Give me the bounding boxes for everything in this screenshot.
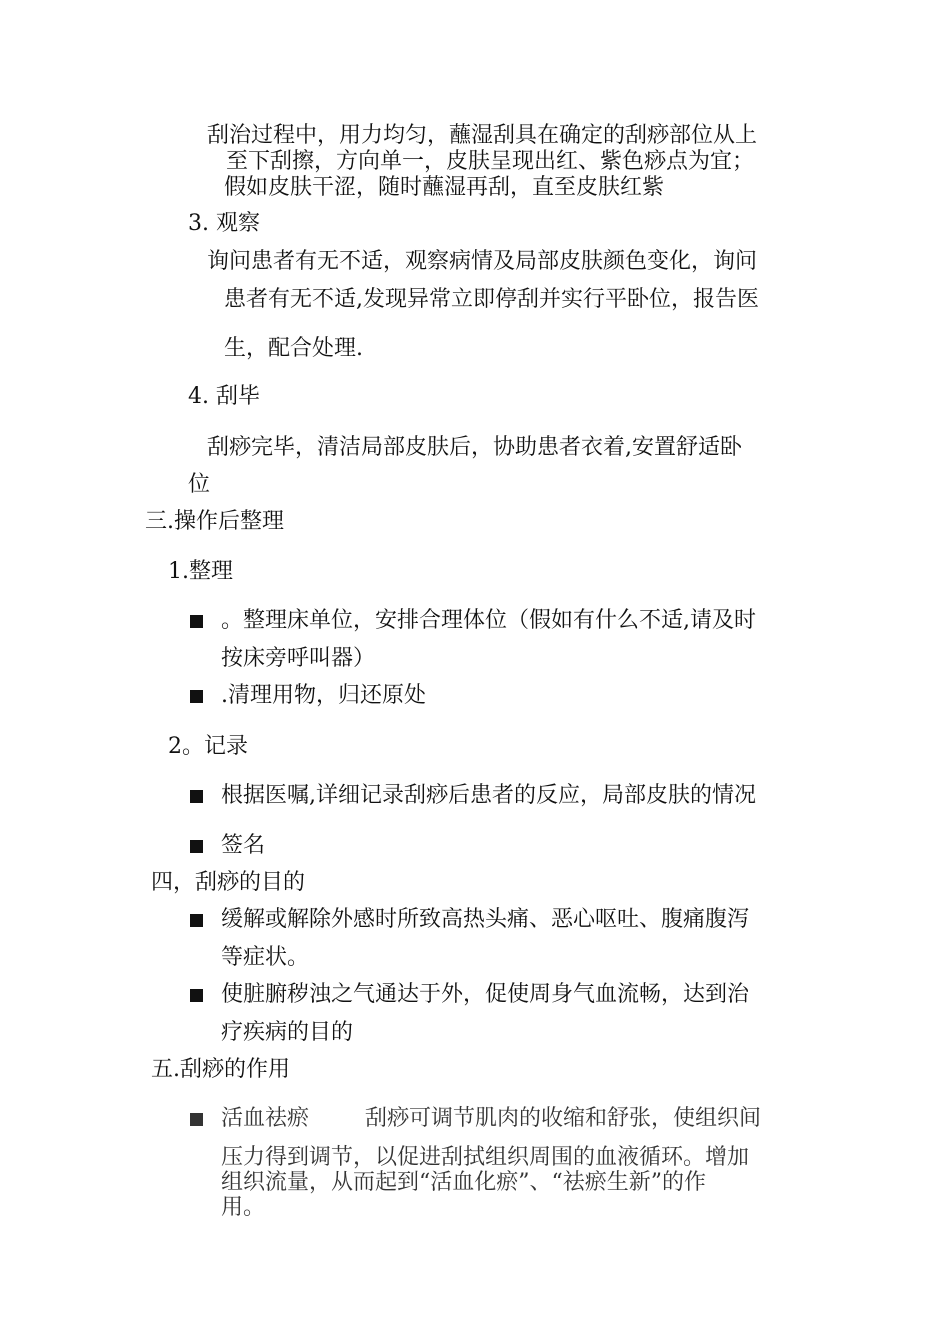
section5-item1-line-1: 刮痧可调节肌肉的收缩和舒张，使组织间	[365, 1106, 762, 1131]
step3-line-3: 生，配合处理.	[224, 336, 363, 361]
square-bullet-icon	[190, 1113, 203, 1126]
step4-line-1: 刮痧完毕，清洁局部皮肤后，协助患者衣着,安置舒适卧	[207, 435, 742, 460]
sub2-item2: 签名	[221, 833, 266, 858]
section4-item2-line-2: 疗疾病的目的	[221, 1020, 354, 1045]
step2-line-3: 假如皮肤干涩，随时蘸湿再刮，直至皮肤红紫	[224, 175, 665, 200]
section5-item1-line-3: 组织流量，从而起到“活血化瘀”、“祛瘀生新”的作	[221, 1170, 706, 1195]
section5-item1-title: 活血祛瘀	[221, 1106, 310, 1131]
square-bullet-icon	[190, 790, 203, 803]
step2-line-1: 刮治过程中，用力均匀，蘸湿刮具在确定的刮痧部位从上	[207, 123, 758, 148]
step2-line-2: 至下刮擦，方向单一，皮肤呈现出红、紫色痧点为宜；	[226, 149, 755, 174]
square-bullet-icon	[190, 615, 203, 628]
section3-sub2-heading: 2。记录	[168, 734, 248, 759]
square-bullet-icon	[190, 840, 203, 853]
section4-item2-line-1: 使脏腑秽浊之气通达于外，促使周身气血流畅，达到治	[221, 982, 750, 1007]
square-bullet-icon	[190, 989, 203, 1002]
step4-heading: 4. 刮毕	[188, 384, 260, 409]
sub1-item2: .清理用物，归还原处	[221, 683, 426, 708]
step3-line-2: 患者有无不适,发现异常立即停刮并实行平卧位，报告医	[224, 287, 759, 312]
sub1-item1-line-1: 。整理床单位，安排合理体位（假如有什么不适,请及时	[221, 608, 756, 633]
section3-sub1-heading: 1.整理	[168, 559, 233, 584]
section4-item1-line-2: 等症状。	[221, 945, 310, 970]
section4-item1-line-1: 缓解或解除外感时所致高热头痛、恶心呕吐、腹痛腹泻	[221, 907, 750, 932]
section5-item1-line-4: 用。	[221, 1195, 266, 1220]
step3-heading: 3. 观察	[188, 211, 260, 236]
section5-item1-line-2: 压力得到调节，以促进刮拭组织周围的血液循环。增加	[221, 1145, 750, 1170]
step4-line-2: 位	[188, 472, 211, 497]
step3-line-1: 询问患者有无不适，观察病情及局部皮肤颜色变化，询问	[207, 249, 758, 274]
square-bullet-icon	[190, 690, 203, 703]
square-bullet-icon	[190, 914, 203, 927]
section4-heading: 四，刮痧的目的	[151, 870, 306, 895]
section3-heading: 三.操作后整理	[145, 509, 284, 534]
section5-heading: 五.刮痧的作用	[151, 1057, 290, 1082]
sub1-item1-line-2: 按床旁呼叫器）	[221, 646, 376, 671]
sub2-item1: 根据医嘱,详细记录刮痧后患者的反应，局部皮肤的情况	[221, 783, 756, 808]
